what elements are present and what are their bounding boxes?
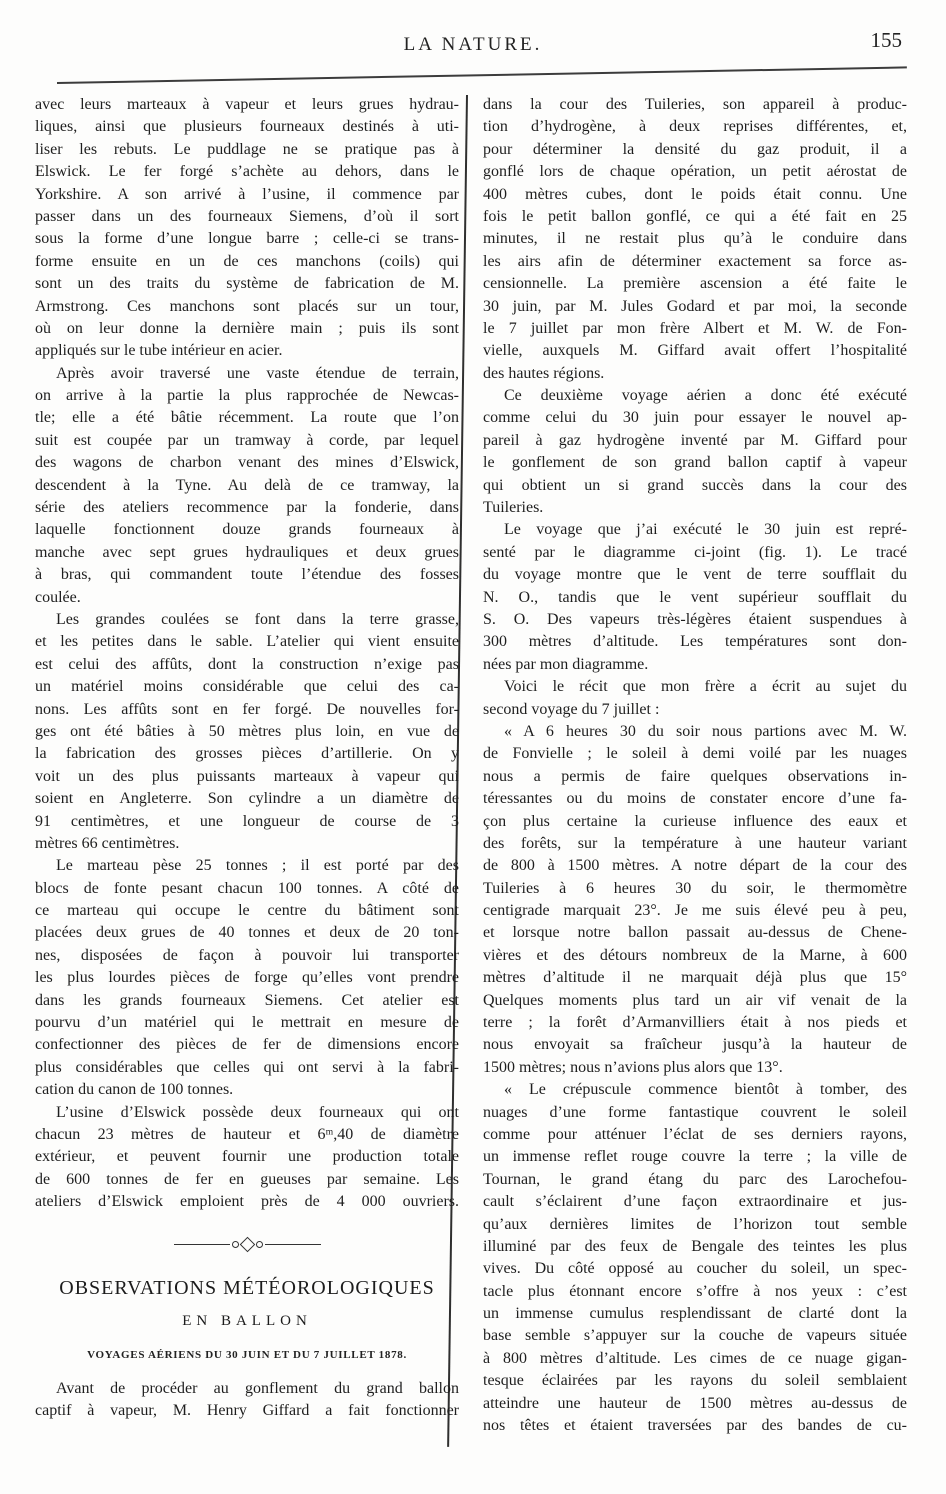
ornament-line-left <box>174 1244 230 1245</box>
text-line: Les grandes coulées se font dans la terre grasse, <box>56 610 459 628</box>
paragraph <box>483 519 907 676</box>
text-line: nos têtes et étaient traversées par des bandes de cu- <box>483 1417 907 1435</box>
text-line: où on leur donne la dernière main ; puis ils sont <box>35 319 459 337</box>
text-line: Quelques moments plus tard un air vif venait de la <box>483 991 907 1009</box>
text-line: de 600 tonnes de fer en gueuses par semaine. Les <box>35 1170 459 1188</box>
text-line: 1500 mètres; nous n’avions plus alors que 13°. <box>483 1058 783 1076</box>
paragraph <box>483 1079 907 1437</box>
text-line: suit est coupée par un tramway à corde, par lequel <box>35 431 459 449</box>
text-line: Armstrong. Ces manchons sont placés sur un tour, <box>35 297 459 315</box>
page-number: 155 <box>870 28 902 52</box>
text-line: à 800 mètres d’altitude. Les cimes de ce nuage gigan- <box>483 1349 907 1367</box>
text-line: placées deux grues de 40 tonnes et deux de 20 ton- <box>35 924 459 942</box>
text-line: confectionner des pièces de fer de dimensions encore <box>35 1036 459 1054</box>
text-line: du voyage montre que le vent de terre soufflait du <box>483 566 907 584</box>
text-line: le gonflement de son grand ballon captif à vapeur <box>483 454 907 472</box>
text-line: comme celui du 30 juin pour essayer le nouvel ap- <box>483 409 907 427</box>
text-line: tion d’hydrogène, à deux reprises différentes, et, <box>483 118 907 136</box>
text-line: Tuileries. <box>483 499 544 517</box>
text-line: ateliers d’Elswick emploient près de 4 000 ouvriers. <box>35 1193 459 1211</box>
text-line: atteindre une hauteur de 1500 mètres au-dessus de <box>483 1394 907 1412</box>
text-line: « Le crépuscule commence bientôt à tomber, des <box>504 1081 907 1099</box>
ornament-dot-left <box>232 1241 239 1248</box>
text-line: Avant de procéder au gonflement du grand ballon <box>56 1379 459 1397</box>
text-line: des forêts, sur la température à une hauteur variant <box>483 834 907 852</box>
text-line: nous a permis de faire quelques observations in- <box>483 767 907 785</box>
article-balloon-text <box>483 94 907 1437</box>
text-line: descendent à la Tyne. Au delà de ce tramway, la <box>35 476 459 494</box>
text-line: censionnelle. La première ascension a été faite le <box>483 275 907 293</box>
text-line: nous envoyait sa fraîcheur jusqu’à la hauteur de <box>483 1036 907 1054</box>
text-line: 30 juin, par M. Jules Godard et par moi, la seconde <box>483 297 907 315</box>
text-line: « A 6 heures 30 du soir nous partions avec M. W. <box>504 722 907 740</box>
text-line: on arrive à la partie la plus rapprochée de Newcas- <box>35 387 459 405</box>
text-line: plus considérables que celles qui ont servi à la fabri- <box>35 1058 459 1076</box>
text-line: L’usine d’Elswick possède deux fourneaux qui ont <box>56 1103 459 1121</box>
text-line: téressantes ou du moins de constater encore d’une fa- <box>483 790 907 808</box>
text-line: blocs de fonte pesant chacun 100 tonnes. A côté de <box>35 879 459 897</box>
text-line: un immense cumulus resplendissant de clarté dont la <box>483 1305 907 1323</box>
journal-title: LA NATURE. <box>403 34 543 55</box>
ornament-dot-right <box>256 1241 263 1248</box>
text-line: tacle plus étonnant encore s’offre à nos yeux : c’est <box>483 1282 907 1300</box>
text-line: Après avoir traversé une vaste étendue de terrain, <box>56 364 459 382</box>
text-line: un immense reflet rouge couvre la terre ; la ville de <box>483 1148 907 1166</box>
text-line: tesque éclairées par les rayons du soleil semblaient <box>483 1372 907 1390</box>
text-line: captif à vapeur, M. Henry Giffard a fait fonctionner <box>35 1401 459 1419</box>
section-dateline: VOYAGES AÉRIENS DU 30 JUIN ET DU 7 JUILLET 1878. <box>87 1348 407 1361</box>
text-line: centigrade marquait 23°. Je me suis élevé peu à peu, <box>483 902 907 920</box>
text-line: et lorsque notre ballon passait au-dessus de Chene- <box>483 924 907 942</box>
paragraph <box>483 676 907 721</box>
text-line: mètres 66 centimètres. <box>35 834 180 852</box>
text-line: pour déterminer la densité du gaz produit, il a <box>483 140 907 158</box>
paragraph <box>483 385 907 519</box>
text-line: forme ensuite en un de ces manchons (coils) qui <box>35 252 459 270</box>
section-title: OBSERVATIONS MÉTÉOROLOGIQUES <box>59 1276 435 1299</box>
text-line: S. O. Des vapeurs très-légères étaient suspendues à <box>483 610 907 628</box>
header-rule <box>57 66 907 84</box>
text-line: Le voyage que j’ai exécuté le 30 juin est repré- <box>504 521 907 539</box>
text-line: base semble s’appuyer sur la couche de vapeurs située <box>483 1327 907 1345</box>
text-line: manche avec sept grues hydrauliques et deux grues <box>35 543 459 561</box>
text-line: 91 centimètres, et une longueur de course de 3 <box>35 812 459 830</box>
text-line: à bras, qui commandent toute l’étendue des fosses <box>35 566 459 584</box>
paragraph <box>35 609 459 855</box>
text-line: passer dans un des fourneaux Siemens, d’où il sort <box>35 207 459 225</box>
ornament-diamond <box>239 1237 255 1253</box>
text-line: laquelle fonctionnent douze grands fourneaux à <box>35 521 459 539</box>
text-line: est celui des affûts, dont la construction n’exige pas <box>35 655 459 673</box>
text-line: ges ont été bâties à 50 mètres plus loin, en vue de <box>35 722 459 740</box>
text-line: pareil à gaz hydrogène inventé par M. Giffard pour <box>483 431 907 449</box>
text-line: Elswick. Le fer forgé s’achète au dehors, dans le <box>35 163 459 181</box>
text-line: Tuileries à 6 heures 30 du soir, le thermomètre <box>483 879 907 897</box>
text-line: tle; elle a été bâtie récemment. La route que l’on <box>35 409 459 427</box>
ornament-line-right <box>265 1244 321 1245</box>
text-line: 300 mètres d’altitude. Les températures sont don- <box>483 633 907 651</box>
right-column <box>483 94 907 1437</box>
article-elswick-text <box>35 94 459 1214</box>
text-line: senté par le diagramme ci-joint (fig. 1). Le tracé <box>483 543 907 561</box>
text-line: Yorkshire. A son arrivé à l’usine, il commence par <box>35 185 459 203</box>
text-line: soient en Angleterre. Son cylindre a un diamètre de <box>35 790 459 808</box>
text-line: dans les grands fourneaux Siemens. Cet atelier est <box>35 991 459 1009</box>
text-line: extérieur, et peuvent fournir une production totale <box>35 1148 459 1166</box>
text-line: pourvu d’un matériel qui le mettrait en mesure de <box>35 1014 459 1032</box>
text-line: coulée. <box>35 588 81 606</box>
text-line: voit un des plus puissants marteaux à vapeur qui <box>35 767 459 785</box>
text-line: nuages d’une forme fantastique couvrent le soleil <box>483 1103 907 1121</box>
text-line: fois le petit ballon gonflé, ce qui a été fait en 25 <box>483 207 907 225</box>
text-line: nées par mon diagramme. <box>483 655 649 673</box>
text-line: mètres d’altitude il ne marquait déjà plus que 15° <box>483 969 907 987</box>
text-line: Le marteau pèse 25 tonnes ; il est porté par des <box>56 857 459 875</box>
section-divider-ornament <box>35 1238 459 1252</box>
text-line: 400 mètres cubes, dont le poids était connu. Une <box>483 185 907 203</box>
text-line: sous la forme d’une longue barre ; celle-ci se trans- <box>35 230 459 248</box>
text-line: minutes, il ne restait plus qu’à le conduire dans <box>483 230 907 248</box>
text-line: de Fonvielle ; le soleil à demi voilé par les nuages <box>483 745 907 763</box>
text-line: sont un des traits du système de fabrication de M. <box>35 275 459 293</box>
text-line: Tournan, le grand étang du parc des Larochefou- <box>483 1170 907 1188</box>
text-line: avec leurs marteaux à vapeur et leurs grues hydrau- <box>35 96 459 113</box>
text-line: des wagons de charbon venant des mines d’Elswick, <box>35 454 459 472</box>
text-line: liser les rebuts. Le puddlage ne se pratique pas à <box>35 140 459 158</box>
text-line: ce marteau qui occupe le centre du bâtiment sont <box>35 902 459 920</box>
text-line: le 7 juillet par mon frère Albert et M. W. de Fon- <box>483 319 907 337</box>
text-line: Ce deuxième voyage aérien a donc été exécuté <box>504 387 907 405</box>
text-line: les airs afin de déterminer exactement sa force as- <box>483 252 907 270</box>
text-line: les plus lourdes pièces de forge qu’elles vont prendre <box>35 969 459 987</box>
left-column <box>35 94 459 1422</box>
text-line: cation du canon de 100 tonnes. <box>35 1081 234 1099</box>
text-line: qu’aux dernières limites de l’horizon tout semble <box>483 1215 907 1233</box>
section-subtitle: EN BALLON <box>182 1312 312 1329</box>
text-line: des hautes régions. <box>483 364 605 382</box>
paragraph <box>483 721 907 1079</box>
paragraph <box>35 94 459 363</box>
paragraph <box>35 363 459 609</box>
paragraph <box>35 1102 459 1214</box>
text-line: çon plus certaine la curieuse influence des eaux et <box>483 812 907 830</box>
text-line: la fabrication des grosses pièces d’artillerie. On y <box>35 745 459 763</box>
text-line: comme pour atténuer l’éclat de ses derniers rayons, <box>483 1125 907 1143</box>
text-line: vières et des détours nombreux de la Marne, à 600 <box>483 946 907 964</box>
text-line: série des ateliers recommence par la fonderie, dans <box>35 499 459 517</box>
text-line: gonflé lors de chaque opération, un petit aérostat de <box>483 163 907 181</box>
text-line: un matériel moins considérable que celui des ca- <box>35 678 459 696</box>
paragraph <box>35 1378 459 1423</box>
paragraph <box>483 94 907 385</box>
text-line: vielle, auxquels M. Giffard avait offert l’hospitalité <box>483 342 907 360</box>
text-line: cault s’éclairent d’une façon extraordinaire et jus- <box>483 1193 907 1211</box>
text-line: second voyage du 7 juillet : <box>483 700 660 718</box>
text-line: liques, ainsi que plusieurs fourneaux destinés à uti- <box>35 118 459 136</box>
text-line: appliqués sur le tube intérieur en acier. <box>35 342 283 360</box>
text-line: terre ; la forêt d’Armanvilliers était à nos pieds et <box>483 1014 907 1032</box>
text-line: qui obtient un si grand succès dans la cour des <box>483 476 907 494</box>
text-line: de 800 à 1500 mètres. A notre départ de la cour des <box>483 857 907 875</box>
article-balloon-intro <box>35 1378 459 1423</box>
paragraph <box>35 855 459 1101</box>
text-line: Voici le récit que mon frère a écrit au sujet du <box>504 678 907 696</box>
text-line: vives. Du côté opposé au coucher du soleil, un spec- <box>483 1260 907 1278</box>
text-line: N. O., tandis que le vent supérieur soufflait du <box>483 588 907 606</box>
text-line: nes, disposées de façon à pouvoir lui transporter <box>35 946 459 964</box>
text-line: et les petites dans le sable. L’atelier qui vient ensuite <box>35 633 459 651</box>
text-line: chacun 23 mètres de hauteur et 6ᵐ,40 de diamètre <box>35 1125 459 1143</box>
text-line: nons. Les affûts sont en fer forgé. De nouvelles for- <box>35 700 459 718</box>
text-line: dans la cour des Tuileries, son appareil à produc- <box>483 96 907 113</box>
text-line: illuminé par des feux de Bengale des teintes les plus <box>483 1237 907 1255</box>
